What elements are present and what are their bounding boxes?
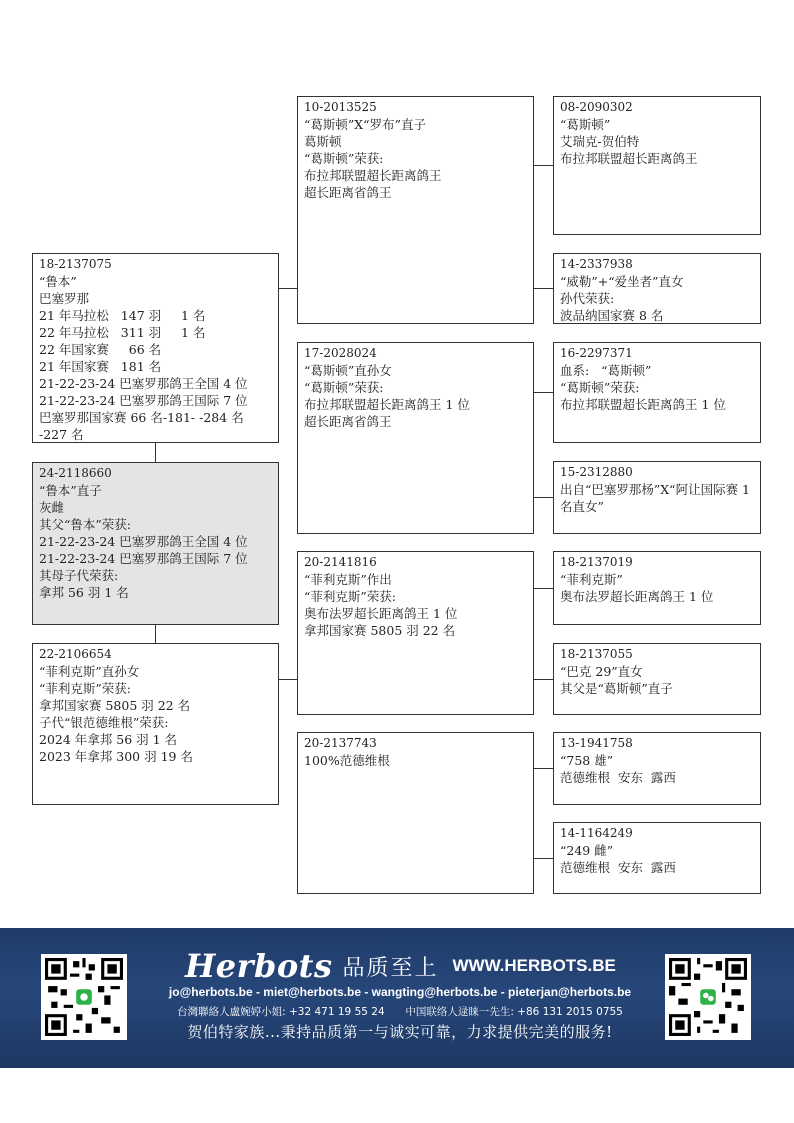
pedigree-text-line: 孙代荣获: <box>560 291 615 306</box>
connector-line <box>155 443 156 462</box>
contact-china: 中国联络人逯睐一先生: +86 131 2015 0755 <box>405 1006 623 1018</box>
pedigree-text-line: 拿邦 56 羽 1 名 <box>39 585 129 600</box>
wechat-qr-icon <box>669 958 747 1036</box>
pedigree-text-line: 22 年国家赛 66 名 <box>39 342 162 357</box>
connector-line <box>279 288 297 289</box>
pedigree-text-line: 灰雌 <box>39 500 65 515</box>
pedigree-text-line: 布拉邦联盟超长距离鸽王 1 位 <box>304 397 470 412</box>
ring-number: 10-2013525 <box>304 100 377 114</box>
pedigree-text-line: “菲利克斯”作出 <box>304 572 392 587</box>
pedigree-text-line: “菲利克斯”荣获: <box>39 681 131 696</box>
pedigree-text-line: “菲利克斯”荣获: <box>304 589 396 604</box>
ring-number: 14-1164249 <box>560 826 633 840</box>
ring-number: 18-2137055 <box>560 647 633 661</box>
ring-number: 24-2118660 <box>39 466 112 480</box>
pedigree-text-line: 21 年国家赛 181 名 <box>39 359 162 374</box>
qr-code-icon <box>45 958 123 1036</box>
pedigree-text-line: “葛斯顿”荣获: <box>304 380 384 395</box>
pedigree-text-line: 超长距离省鸽王 <box>304 185 392 200</box>
pedigree-text-line: 2023 年拿邦 300 羽 19 名 <box>39 749 193 764</box>
pedigree-text-line: 其父“鲁本”荣获: <box>39 517 131 532</box>
brand-slogan: 品质至上 <box>342 955 439 981</box>
pedigree-text-line: 2024 年拿邦 56 羽 1 名 <box>39 732 178 747</box>
ring-number: 20-2141816 <box>304 555 377 569</box>
pedigree-text-line: 葛斯顿 <box>304 134 342 149</box>
connector-line <box>534 392 553 393</box>
website-link[interactable]: WWW.HERBOTS.BE <box>452 956 616 975</box>
email-contacts[interactable]: jo@herbots.be - miet@herbots.be - wangting@herbots.be - pieterjan@herbots.be <box>168 985 632 999</box>
brand-row <box>185 946 625 986</box>
pedigree-text-line: 巴塞罗那 <box>39 291 90 306</box>
ring-number: 14-2337938 <box>560 257 633 271</box>
connector-line <box>534 165 553 166</box>
qr-code-left[interactable] <box>41 954 127 1040</box>
pedigree-text-line: “249 雌” <box>560 843 614 858</box>
pedigree-text-line: 布拉邦联盟超长距离鸽王 <box>304 168 442 183</box>
pedigree-text-line: 布拉邦联盟超长距离鸽王 <box>560 151 698 166</box>
pedigree-text-line: “威勒”+“爱坐者”直女 <box>560 274 684 289</box>
pedigree-text-line: 21-22-23-24 巴塞罗那鸽王国际 7 位 <box>39 393 248 408</box>
sire-sire-card <box>297 96 534 324</box>
connector-line <box>534 588 553 589</box>
ring-number: 18-2137075 <box>39 257 112 271</box>
connector-line <box>534 497 553 498</box>
ring-number: 22-2106654 <box>39 647 112 661</box>
pedigree-text-line: 范德维根 安东 露西 <box>560 770 676 785</box>
connector-line <box>534 768 553 769</box>
pedigree-text-line: 巴塞罗那国家赛 66 名-181- -284 名 <box>39 410 244 425</box>
connector-line <box>534 858 553 859</box>
pedigree-text-line: “葛斯顿” <box>560 117 611 132</box>
pedigree-text-line: 艾瑞克-贺伯特 <box>560 134 640 149</box>
pedigree-text-line: 其母子代荣获: <box>39 568 119 583</box>
pedigree-text-line: 22 年马拉松 311 羽 1 名 <box>39 325 206 340</box>
herbots-logo: Herbots <box>185 947 333 985</box>
pedigree-text-line: “葛斯顿”荣获: <box>304 151 384 166</box>
sire-sire-dam-card <box>553 253 761 324</box>
ring-number: 20-2137743 <box>304 736 377 750</box>
ring-number: 08-2090302 <box>560 100 633 114</box>
pedigree-text-line: “菲利克斯”直孙女 <box>39 664 140 679</box>
pedigree-text-line: 21-22-23-24 巴塞罗那鸽王全国 4 位 <box>39 534 248 549</box>
pedigree-text-line: “葛斯顿”X“罗布”直子 <box>304 117 426 132</box>
connector-line <box>279 679 297 680</box>
pedigree-text-line: 21-22-23-24 巴塞罗那鸽王国际 7 位 <box>39 551 248 566</box>
pedigree-text-line: 21-22-23-24 巴塞罗那鸽王全国 4 位 <box>39 376 248 391</box>
pedigree-text-line: 100%范德维根 <box>304 753 390 768</box>
pedigree-text-line: “鲁本” <box>39 274 77 289</box>
sire-dam-sire-card <box>553 342 761 443</box>
ring-number: 16-2297371 <box>560 346 633 360</box>
dam-card <box>32 643 279 805</box>
dam-dam-card <box>297 732 534 894</box>
sire-dam-card <box>297 342 534 534</box>
pedigree-text-line: 奥布法罗超长距离鸽王 1 位 <box>304 606 458 621</box>
contact-taiwan: 台灣聯絡人盧婉婷小姐: +32 471 19 55 24 <box>177 1006 385 1018</box>
phone-contacts <box>140 1004 660 1019</box>
dam-dam-dam-card <box>553 822 761 894</box>
pedigree-text-line: 出自“巴塞罗那杨”X“阿让国际赛 1 名直女” <box>560 482 750 514</box>
pedigree-text-line: 拿邦国家赛 5805 羽 22 名 <box>304 623 456 638</box>
qr-code-right[interactable] <box>665 954 751 1040</box>
pedigree-text-line: 拿邦国家赛 5805 羽 22 名 <box>39 698 191 713</box>
subject-card <box>32 462 279 625</box>
connector-line <box>155 625 156 643</box>
sire-dam-dam-card <box>553 461 761 534</box>
pedigree-text-line: 超长距离省鸽王 <box>304 414 392 429</box>
pedigree-text-line: “葛斯顿”荣获: <box>560 380 640 395</box>
dam-sire-sire-card <box>553 551 761 625</box>
pedigree-text-line: 21 年马拉松 147 羽 1 名 <box>39 308 206 323</box>
pedigree-text-line: -227 名 <box>39 427 84 442</box>
ring-number: 15-2312880 <box>560 465 633 479</box>
pedigree-text-line: “巴克 29”直女 <box>560 664 643 679</box>
sire-sire-sire-card <box>553 96 761 235</box>
dam-sire-dam-card <box>553 643 761 715</box>
pedigree-text-line: “758 雄” <box>560 753 614 768</box>
connector-line <box>534 679 553 680</box>
pedigree-text-line: 其父是“葛斯顿”直子 <box>560 681 673 696</box>
dam-dam-sire-card <box>553 732 761 805</box>
connector-line <box>534 288 553 289</box>
pedigree-text-line: “葛斯顿”直孙女 <box>304 363 392 378</box>
footer-tagline: 贺伯特家族...秉持品质第一与诚实可靠，力求提供完美的服务! <box>187 1023 613 1041</box>
pedigree-text-line: 子代“银范德维根”荣获: <box>39 715 169 730</box>
pedigree-text-line: “菲利克斯” <box>560 572 623 587</box>
pedigree-text-line: 布拉邦联盟超长距离鸽王 1 位 <box>560 397 726 412</box>
ring-number: 17-2028024 <box>304 346 377 360</box>
pedigree-text-line: 波品纳国家赛 8 名 <box>560 308 664 323</box>
pedigree-text-line: 范德维根 安东 露西 <box>560 860 676 875</box>
sire-card <box>32 253 279 443</box>
pedigree-text-line: 血系: “葛斯顿” <box>560 363 652 378</box>
dam-sire-card <box>297 551 534 715</box>
ring-number: 13-1941758 <box>560 736 633 750</box>
pedigree-text-line: 奥布法罗超长距离鸽王 1 位 <box>560 589 714 604</box>
pedigree-text-line: “鲁本”直子 <box>39 483 102 498</box>
ring-number: 18-2137019 <box>560 555 633 569</box>
